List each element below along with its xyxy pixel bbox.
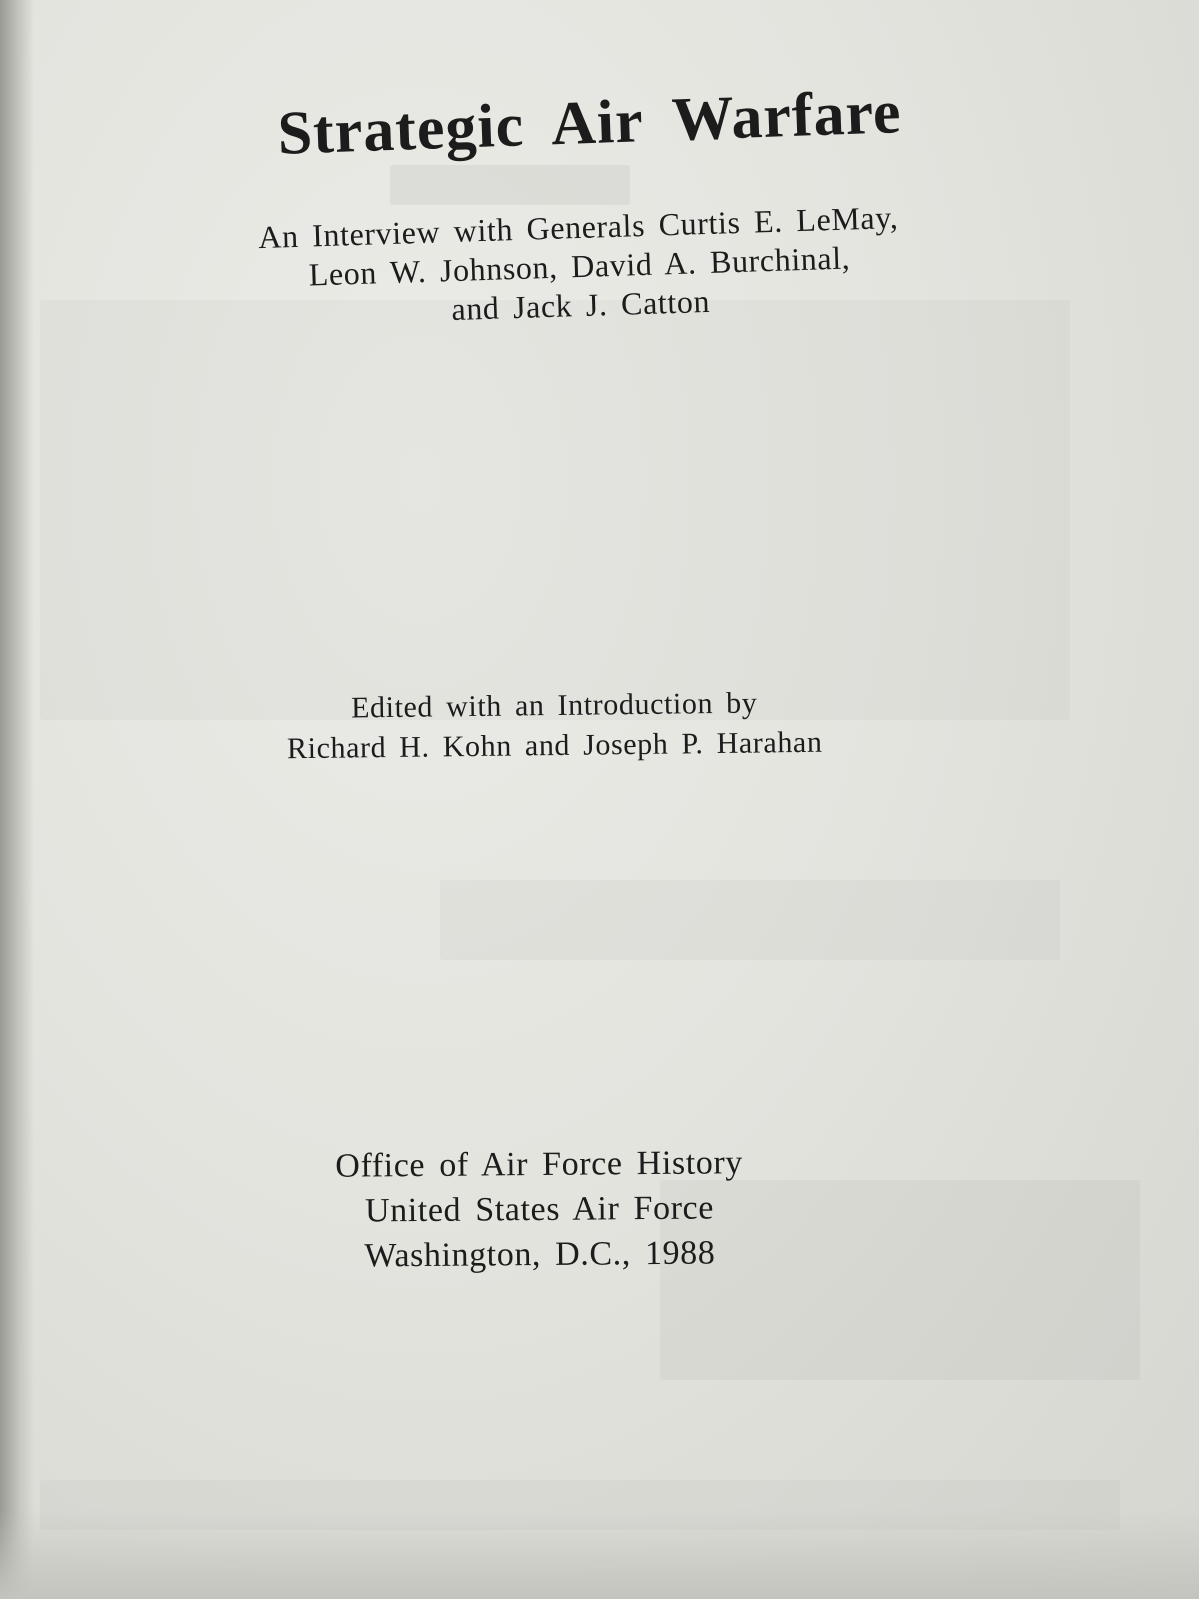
publisher-imprint <box>0 1137 1140 1282</box>
show-through-footer <box>40 1480 1120 1530</box>
show-through-heading <box>390 165 630 205</box>
editors-credit <box>0 679 1154 774</box>
editors-line: Edited with an Introduction by <box>350 686 758 725</box>
book-title: Strategic Air Warfare <box>276 78 903 168</box>
publisher-line: United States Air Force <box>364 1189 715 1230</box>
editors-line: Richard H. Kohn and Joseph P. Harahan <box>286 725 823 766</box>
show-through-signature <box>440 880 1060 960</box>
subtitle-line: Leon W. Johnson, David A. Burchinal, <box>308 239 851 293</box>
subtitle-line: An Interview with Generals Curtis E. LeMay, <box>257 198 899 256</box>
publisher-line: Office of Air Force History <box>335 1144 744 1185</box>
publisher-line: Washington, D.C., 1988 <box>364 1234 716 1275</box>
subtitle-line: and Jack J. Catton <box>450 282 711 328</box>
show-through-paragraph <box>40 300 1070 720</box>
